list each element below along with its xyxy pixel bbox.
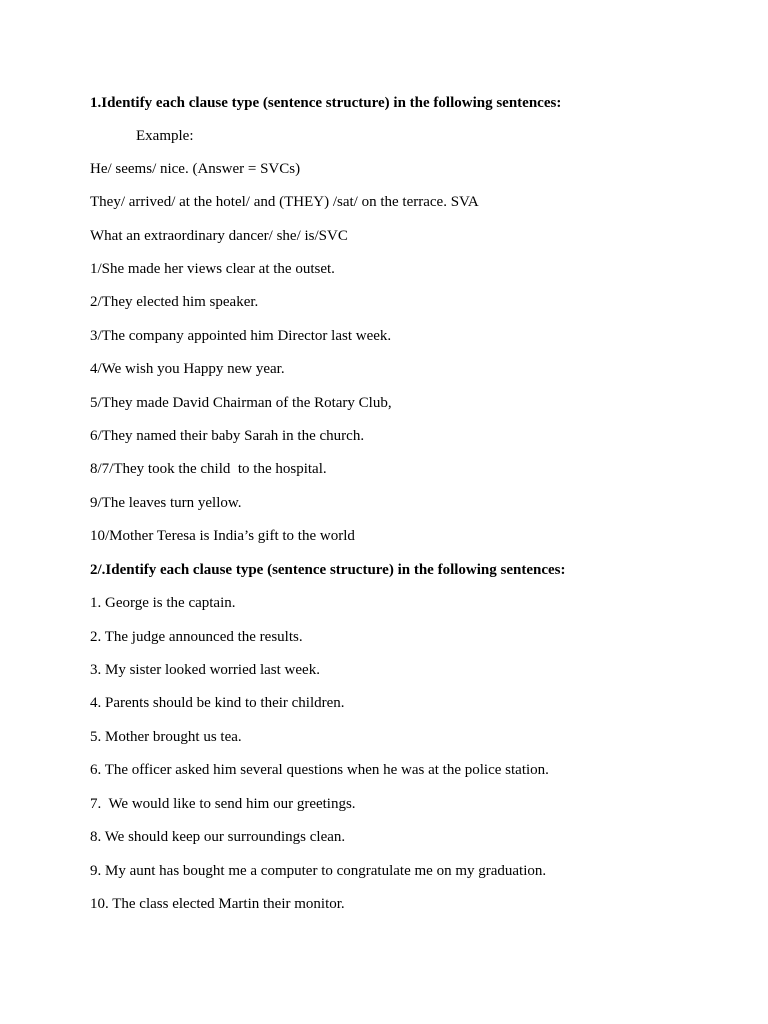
exercise1-item: 9/The leaves turn yellow. (90, 495, 242, 511)
exercise1-item: 6/They named their baby Sarah in the church. (90, 428, 365, 444)
exercise1-item: 5/They made David Chairman of the Rotary Club, (90, 395, 392, 411)
exercise2-item: 6. The officer asked him several questions when he was at the police station. (90, 762, 549, 778)
example-sentence: What an extraordinary dancer/ she/ is/SVC (90, 228, 348, 244)
exercise1-item: 8/7/They took the child to the hospital. (90, 461, 327, 477)
exercise2-item: 4. Parents should be kind to their children. (90, 695, 345, 711)
section1-heading: 1.Identify each clause type (sentence structure) in the following sentences: (90, 95, 562, 111)
example-sentence: They/ arrived/ at the hotel/ and (THEY) /sat/ on the terrace. SVA (90, 194, 479, 210)
exercise2-item: 5. Mother brought us tea. (90, 729, 242, 745)
exercise2-item: 1. George is the captain. (90, 595, 236, 611)
exercise1-item: 2/They elected him speaker. (90, 294, 259, 310)
exercise2-item: 3. My sister looked worried last week. (90, 662, 320, 678)
exercise1-item: 4/We wish you Happy new year. (90, 361, 285, 377)
exercise1-item: 10/Mother Teresa is India’s gift to the world (90, 528, 355, 544)
exercise2-item: 9. My aunt has bought me a computer to congratulate me on my graduation. (90, 863, 547, 879)
exercise1-item: 1/She made her views clear at the outset. (90, 261, 335, 277)
exercise2-item: 7. We would like to send him our greetings. (90, 796, 356, 812)
exercise2-item: 8. We should keep our surroundings clean. (90, 829, 346, 845)
example-sentence: He/ seems/ nice. (Answer = SVCs) (90, 161, 301, 177)
section2-heading: 2/.Identify each clause type (sentence structure) in the following sentences: (90, 562, 566, 578)
exercise2-item: 2. The judge announced the results. (90, 629, 303, 645)
exercise1-item: 3/The company appointed him Director last week. (90, 328, 392, 344)
example-label: Example: (136, 128, 194, 144)
exercise2-item: 10. The class elected Martin their monitor. (90, 896, 345, 912)
